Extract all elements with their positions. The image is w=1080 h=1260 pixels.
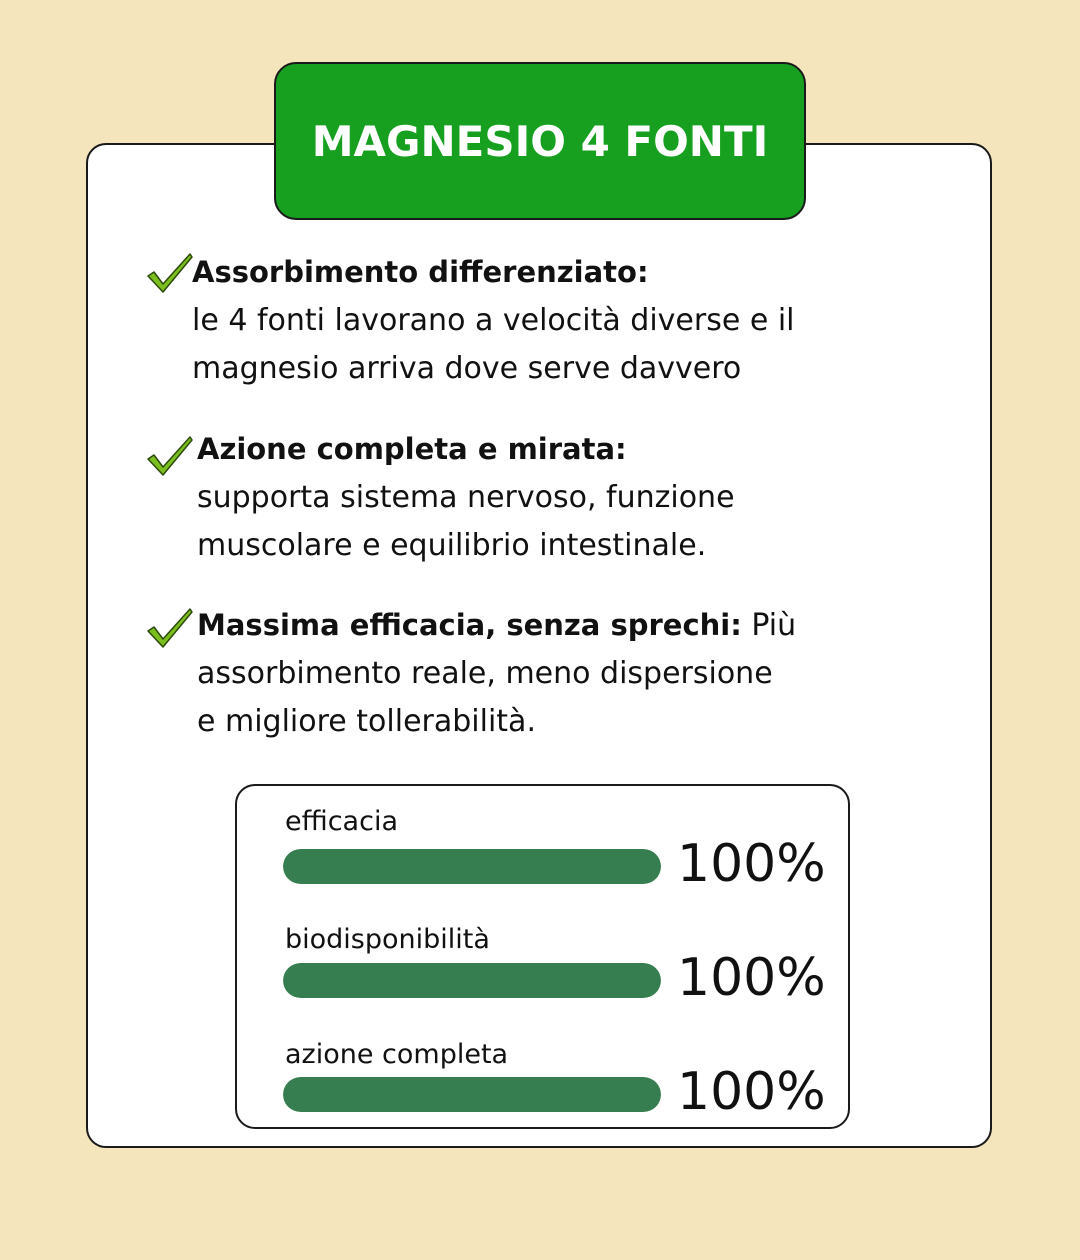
progress-bar-efficacia	[283, 849, 661, 884]
feature-heading-tail: Più	[741, 608, 797, 643]
progress-fill	[283, 1077, 661, 1112]
stat-label-biodisponibilita: biodisponibilità	[285, 924, 490, 955]
feature-heading: Massima efficacia, senza sprechi:	[197, 608, 742, 642]
feature-heading: Azione completa e mirata:	[197, 432, 627, 466]
stat-label-efficacia: efficacia	[285, 806, 398, 837]
feature-line: muscolare e equilibrio intestinale.	[197, 528, 707, 563]
progress-bar-azione-completa	[283, 1077, 661, 1112]
stats-panel	[235, 784, 850, 1129]
stat-label-azione-completa: azione completa	[285, 1039, 509, 1070]
feature-line: assorbimento reale, meno dispersione	[197, 656, 773, 691]
checkmark-icon	[146, 250, 194, 294]
feature-line: e migliore tollerabilità.	[197, 704, 536, 739]
progress-fill	[283, 963, 661, 998]
page-title: MAGNESIO 4 FONTI	[311, 116, 769, 166]
feature-line: le 4 fonti lavorano a velocità diverse e il	[192, 303, 795, 338]
title-banner	[274, 62, 806, 220]
feature-heading: Assorbimento differenziato:	[192, 255, 649, 289]
checkmark-icon	[146, 605, 194, 649]
progress-bar-biodisponibilita	[283, 963, 661, 998]
stat-value-azione-completa: 100%	[677, 1062, 826, 1122]
stat-value-biodisponibilita: 100%	[677, 948, 826, 1008]
progress-fill	[283, 849, 661, 884]
feature-line: supporta sistema nervoso, funzione	[197, 480, 735, 515]
checkmark-icon	[146, 433, 194, 477]
feature-line: magnesio arriva dove serve davvero	[192, 351, 742, 386]
stat-value-efficacia: 100%	[677, 834, 826, 894]
